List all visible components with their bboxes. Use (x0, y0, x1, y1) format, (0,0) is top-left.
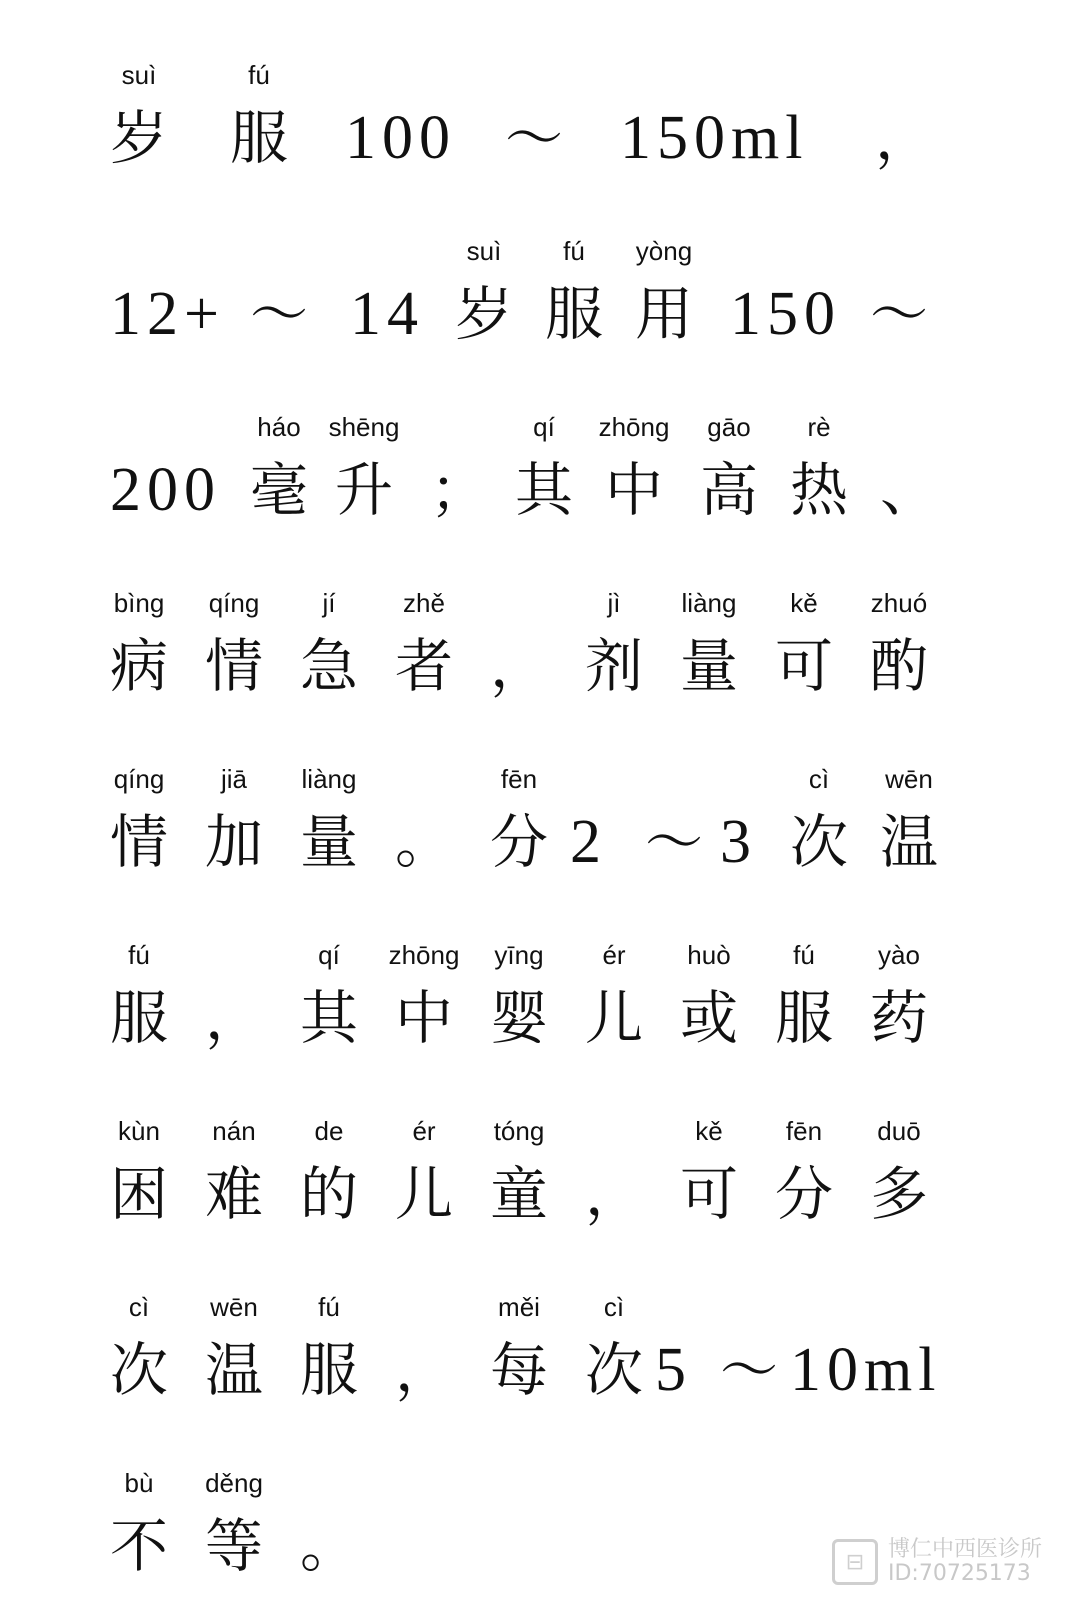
hanzi-character: 用 (635, 280, 694, 348)
watermark-name: 博仁中西医诊所 (887, 1537, 1042, 1562)
ruby-cell (620, 106, 808, 170)
hanzi-character: 次 (110, 1336, 169, 1404)
ruby-cell (775, 940, 834, 1052)
ruby-cell (395, 810, 453, 874)
ruby-cell (870, 940, 929, 1052)
hanzi-character: 、 (880, 456, 939, 524)
ruby-cell (730, 282, 841, 346)
hanzi-character: 服 (230, 104, 289, 172)
pinyin-annotation: fēn (500, 764, 538, 794)
pinyin-annotation: gāo (707, 412, 751, 442)
ruby-cell (110, 764, 169, 876)
text-line (110, 392, 970, 522)
hanzi-character: 中 (395, 984, 454, 1052)
ruby-cell (545, 236, 604, 348)
ruby-cell (505, 106, 563, 170)
ruby-cell (490, 764, 549, 876)
text-line (110, 568, 970, 698)
hanzi-character: 情 (110, 808, 169, 876)
hanzi-character: 。 (395, 808, 454, 876)
watermark-id: ID:70725173 (887, 1561, 1031, 1586)
pinyin-annotation: fú (563, 236, 585, 266)
pinyin-annotation: kě (695, 1116, 723, 1146)
hanzi-character: ～ (645, 808, 704, 876)
text-line (110, 216, 970, 346)
text-line (110, 920, 970, 1050)
hanzi-character: 婴 (490, 984, 549, 1052)
hanzi-character: 分 (490, 808, 549, 876)
text-line (110, 1272, 970, 1402)
pinyin-annotation: fú (318, 1292, 340, 1322)
ruby-cell (395, 1116, 454, 1228)
ruby-cell (790, 764, 849, 876)
hanzi-character: 量 (300, 808, 359, 876)
pinyin-annotation: nán (212, 1116, 256, 1146)
ruby-cell (395, 588, 454, 700)
ruby-cell (790, 1338, 941, 1402)
hanzi-character: ， (490, 632, 549, 700)
pinyin-annotation: tóng (493, 1116, 545, 1146)
ruby-cell (300, 940, 359, 1052)
hanzi-character: 10ml (790, 1336, 942, 1404)
hanzi-character: ～ (870, 280, 929, 348)
pinyin-annotation: suì (466, 236, 502, 266)
ruby-cell (350, 282, 424, 346)
pinyin-annotation: wēn (885, 764, 933, 794)
hanzi-character: 5 (655, 1336, 692, 1404)
pinyin-annotation: cì (128, 1292, 150, 1322)
ruby-cell (205, 1468, 264, 1580)
hanzi-character: ， (395, 1336, 454, 1404)
pinyin-annotation: wēn (210, 1292, 258, 1322)
hanzi-character: 服 (545, 280, 604, 348)
pinyin-annotation: ér (602, 940, 626, 970)
ruby-cell (300, 1514, 358, 1578)
ruby-cell (775, 588, 834, 700)
hanzi-character: 150ml (620, 104, 809, 172)
text-line (110, 40, 970, 170)
ruby-cell (110, 458, 221, 522)
hanzi-character: 儿 (395, 1160, 454, 1228)
hanzi-character: 2 (570, 808, 607, 876)
hanzi-character: 150 (730, 280, 841, 348)
hanzi-character: ～ (250, 280, 309, 348)
hanzi-character: 3 (720, 808, 757, 876)
ruby-cell (395, 1338, 453, 1402)
pinyin-annotation: cì (808, 764, 830, 794)
pinyin-annotation: duō (877, 1116, 921, 1146)
hanzi-character: 或 (680, 984, 739, 1052)
hanzi-character: 可 (680, 1160, 739, 1228)
hanzi-character: 次 (585, 1336, 644, 1404)
hanzi-character: 温 (205, 1336, 264, 1404)
hanzi-character: 高 (700, 456, 759, 524)
hanzi-character: 急 (300, 632, 359, 700)
hanzi-character: 儿 (585, 984, 644, 1052)
ruby-cell (680, 940, 739, 1052)
ruby-cell (870, 1116, 929, 1228)
ruby-cell (205, 986, 263, 1050)
hanzi-character: 岁 (110, 104, 169, 172)
pinyin-annotation: háo (257, 412, 301, 442)
pinyin-annotation: qíng (208, 588, 260, 618)
ruby-cell (870, 588, 929, 700)
hanzi-character: 12+ (110, 280, 225, 348)
ruby-cell (680, 1116, 739, 1228)
pinyin-annotation: liàng (301, 764, 357, 794)
hanzi-character: 服 (110, 984, 169, 1052)
ruby-cell (775, 1116, 834, 1228)
ruby-cell (300, 588, 359, 700)
hanzi-character: 热 (790, 456, 849, 524)
pinyin-annotation: jiā (220, 764, 248, 794)
ruby-cell (870, 282, 928, 346)
ruby-cell (205, 1116, 264, 1228)
ruby-cell (490, 940, 549, 1052)
hanzi-character: 不 (110, 1512, 169, 1580)
text-line (110, 1096, 970, 1226)
hanzi-character: 可 (775, 632, 834, 700)
ruby-cell (790, 412, 849, 524)
hanzi-character: 升 (335, 456, 394, 524)
ruby-cell (585, 588, 644, 700)
pinyin-annotation: děng (205, 1468, 263, 1498)
pinyin-annotation: ér (412, 1116, 436, 1146)
pinyin-annotation: zhōng (598, 412, 670, 442)
ruby-cell (585, 1292, 644, 1404)
ruby-cell (230, 60, 289, 172)
pinyin-annotation: jì (607, 588, 621, 618)
pinyin-annotation: shēng (328, 412, 400, 442)
ruby-cell (655, 1338, 692, 1402)
pinyin-annotation: yīng (494, 940, 544, 970)
ruby-cell (490, 634, 548, 698)
hanzi-character: 14 (350, 280, 424, 348)
ruby-cell (720, 810, 757, 874)
hanzi-character: ， (585, 1160, 644, 1228)
hanzi-character: 量 (680, 632, 739, 700)
pinyin-annotation: liàng (681, 588, 737, 618)
pinyin-annotation: qí (318, 940, 340, 970)
pinyin-annotation: qíng (113, 764, 165, 794)
pinyin-annotation: yòng (635, 236, 693, 266)
hanzi-character: 100 (345, 104, 456, 172)
pinyin-annotation: měi (498, 1292, 540, 1322)
pinyin-annotation: bìng (113, 588, 165, 618)
hanzi-character: 服 (300, 1336, 359, 1404)
pinyin-annotation: jí (322, 588, 336, 618)
ruby-cell (880, 458, 938, 522)
ruby-cell (205, 1292, 264, 1404)
hanzi-character: 分 (775, 1160, 834, 1228)
ruby-cell (110, 282, 225, 346)
pinyin-annotation: fēn (785, 1116, 823, 1146)
ruby-cell (205, 588, 264, 700)
ruby-cell (585, 1162, 643, 1226)
pinyin-annotation: kě (790, 588, 818, 618)
hanzi-character: 剂 (585, 632, 644, 700)
pinyin-annotation: cì (603, 1292, 625, 1322)
pinyin-annotation: yào (878, 940, 920, 970)
ruby-cell (110, 940, 169, 1052)
hanzi-character: 加 (205, 808, 264, 876)
hanzi-character: 岁 (455, 280, 514, 348)
ruby-cell (110, 60, 169, 172)
ruby-cell (110, 1468, 169, 1580)
ruby-cell (205, 764, 264, 876)
hanzi-character: 次 (790, 808, 849, 876)
ruby-cell (388, 940, 460, 1052)
hanzi-character: 200 (110, 456, 221, 524)
hanzi-character: 难 (205, 1160, 264, 1228)
ruby-cell (250, 282, 308, 346)
ruby-cell (515, 412, 574, 524)
ruby-cell (880, 764, 939, 876)
ruby-cell (250, 412, 309, 524)
hanzi-character: 药 (870, 984, 929, 1052)
ruby-cell (570, 810, 607, 874)
pinyin-annotation: fú (248, 60, 270, 90)
hanzi-character: ； (430, 456, 489, 524)
ruby-cell (490, 1116, 549, 1228)
ruby-cell (328, 412, 400, 524)
hanzi-character: 童 (490, 1160, 549, 1228)
pinyin-annotation: huò (687, 940, 731, 970)
pinyin-annotation: qí (533, 412, 555, 442)
hanzi-character: ， (875, 104, 934, 172)
ruby-cell (110, 1292, 169, 1404)
pinyin-annotation: suì (121, 60, 157, 90)
hanzi-character: ， (205, 984, 264, 1052)
hanzi-character: 每 (490, 1336, 549, 1404)
hanzi-character: 困 (110, 1160, 169, 1228)
ruby-cell (300, 764, 359, 876)
ruby-cell (720, 1338, 778, 1402)
hanzi-character: 的 (300, 1160, 359, 1228)
clinic-logo-icon: ⊟ (832, 1539, 878, 1585)
hanzi-character: 者 (395, 632, 454, 700)
hanzi-character: ～ (720, 1336, 779, 1404)
ruby-cell (875, 106, 933, 170)
ruby-cell (110, 1116, 169, 1228)
pinyin-annotation: zhuó (870, 588, 928, 618)
hanzi-character: 酌 (870, 632, 929, 700)
hanzi-character: 等 (205, 1512, 264, 1580)
ruby-cell (598, 412, 670, 524)
ruby-cell (645, 810, 703, 874)
pinyin-annotation: rè (807, 412, 831, 442)
pinyin-annotation: de (314, 1116, 344, 1146)
hanzi-character: 情 (205, 632, 264, 700)
ruby-cell (680, 588, 739, 700)
ruby-cell (700, 412, 759, 524)
pinyin-annotation: fú (128, 940, 150, 970)
hanzi-character: 其 (300, 984, 359, 1052)
pinyin-annotation: bù (124, 1468, 154, 1498)
ruby-cell (300, 1292, 359, 1404)
hanzi-character: 多 (870, 1160, 929, 1228)
hanzi-character: 其 (515, 456, 574, 524)
hanzi-character: ～ (505, 104, 564, 172)
hanzi-character: 服 (775, 984, 834, 1052)
hanzi-character: 。 (300, 1512, 359, 1580)
text-line (110, 744, 970, 874)
hanzi-character: 毫 (250, 456, 309, 524)
hanzi-character: 病 (110, 632, 169, 700)
watermark (832, 1538, 1042, 1586)
ruby-cell (635, 236, 694, 348)
pinyin-annotation: zhōng (388, 940, 460, 970)
ruby-cell (455, 236, 514, 348)
ruby-cell (110, 588, 169, 700)
hanzi-character: 中 (605, 456, 664, 524)
hanzi-character: 温 (880, 808, 939, 876)
ruby-cell (300, 1116, 359, 1228)
ruby-cell (585, 940, 644, 1052)
pinyin-annotation: fú (793, 940, 815, 970)
ruby-cell (345, 106, 456, 170)
ruby-cell (490, 1292, 549, 1404)
pinyin-annotation: zhě (403, 588, 445, 618)
ruby-cell (430, 458, 488, 522)
pinyin-annotation: kùn (118, 1116, 160, 1146)
